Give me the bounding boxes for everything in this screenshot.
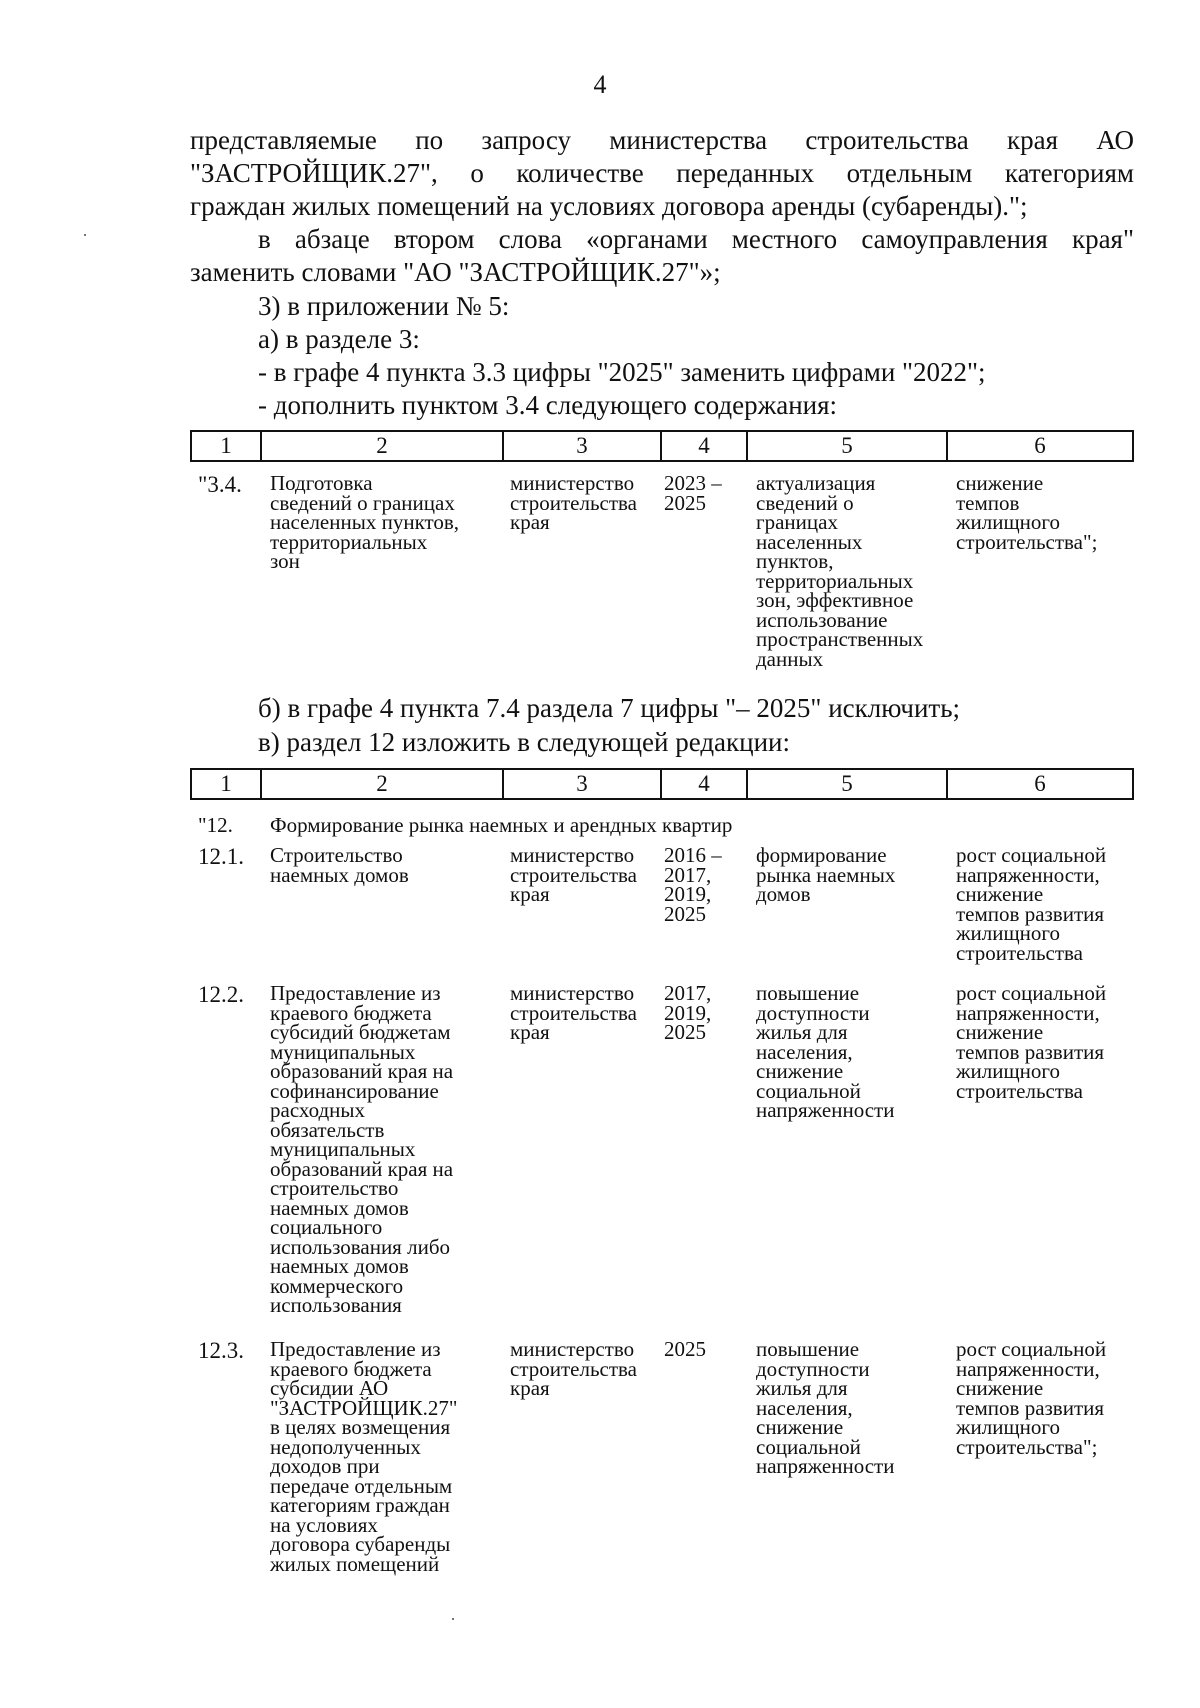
table1-header-col-4: 4 xyxy=(662,432,748,460)
expected-result: формирование рынка наемных домов xyxy=(756,843,896,906)
scan-speck xyxy=(84,234,86,236)
measure-name: Предоставление из краевого бюджета субсидий бюджетам муниципальных образований края на софинансирование расходных обязательств муниципальных образований края на строительство наемных домов социального использования либо наемных домов коммерческого использования xyxy=(270,981,454,1317)
middle-line-1: б) в графе 4 пункта 7.4 раздела 7 цифры "– 2025" исключить; xyxy=(258,693,961,723)
table2-header-col-3: 3 xyxy=(504,770,662,798)
table2-header-col-5: 5 xyxy=(748,770,948,798)
intro-line-6: 3) в приложении № 5: xyxy=(258,291,510,321)
page-number: 4 xyxy=(593,70,607,99)
table1-header xyxy=(190,430,1134,462)
table2-header-col-2: 2 xyxy=(262,770,504,798)
period: 2016 – 2017, 2019, 2025 xyxy=(664,843,722,926)
table2-header-col-4: 4 xyxy=(662,770,748,798)
table1-header-col-3: 3 xyxy=(504,432,662,460)
row-number: 12.3. xyxy=(198,1338,244,1363)
consequence: рост социальной напряженности, снижение темпов развития жилищного строительства xyxy=(956,843,1107,965)
period: 2025 xyxy=(664,1337,706,1361)
expected-result: актуализация сведений о границах населенных пунктов, территориальных зон, эффективное использование пространственных данных xyxy=(756,471,924,671)
measure-name: Предоставление из краевого бюджета субсидии АО "ЗАСТРОЙЩИК.27" в целях возмещения недополученных доходов при передаче отдельным категориям граждан на условиях договора субаренды жилых помещений xyxy=(270,1337,458,1576)
intro-line-8: - в графе 4 пункта 3.3 цифры "2025" заменить цифрами "2022"; xyxy=(258,357,986,387)
middle-line-2: в) раздел 12 изложить в следующей редакции: xyxy=(258,727,791,757)
executor: министерство строительства края xyxy=(510,843,638,906)
measure-name: Строительство наемных домов xyxy=(270,843,409,887)
intro-line-1: представляемые по запросу министерства строительства края АО xyxy=(190,125,1134,155)
table1-row-3-4 xyxy=(190,471,1134,671)
table2-row-12-3 xyxy=(190,1337,1134,1576)
expected-result: повышение доступности жилья для населения, снижение социальной напряженности xyxy=(756,1337,895,1478)
consequence: снижение темпов жилищного строительства"; xyxy=(956,471,1098,554)
row-number: "3.4. xyxy=(198,472,242,497)
table2-row-12-2 xyxy=(190,981,1134,1317)
table2-header xyxy=(190,768,1134,800)
consequence: рост социальной напряженности, снижение темпов развития жилищного строительства"; xyxy=(956,1337,1107,1459)
period: 2023 – 2025 xyxy=(664,471,722,515)
intro-line-2: "ЗАСТРОЙЩИК.27", о количестве переданных отдельным категориям xyxy=(190,158,1134,188)
executor: министерство строительства края xyxy=(510,471,638,534)
executor: министерство строительства края xyxy=(510,981,638,1044)
intro-line-7: а) в разделе 3: xyxy=(258,324,420,354)
measure-name: Подготовка сведений о границах населенных пунктов, территориальных зон xyxy=(270,471,460,573)
intro-line-5: заменить словами "АО "ЗАСТРОЙЩИК.27"»; xyxy=(190,257,721,287)
row-number: 12.2. xyxy=(198,982,244,1007)
scan-speck xyxy=(452,1618,454,1620)
section-number: "12. xyxy=(198,813,233,837)
table1-header-col-5: 5 xyxy=(748,432,948,460)
intro-line-4: в абзаце втором слова «органами местного самоуправления края" xyxy=(258,224,1134,254)
intro-line-3: граждан жилых помещений на условиях договора аренды (субаренды)."; xyxy=(190,191,1028,221)
table1-header-col-1: 1 xyxy=(192,432,262,460)
table2-header-col-6: 6 xyxy=(1034,771,1046,796)
row-number: 12.1. xyxy=(198,844,244,869)
table2-row-12-1 xyxy=(190,843,1134,965)
table1-header-col-6: 6 xyxy=(1034,433,1046,458)
intro-line-9: - дополнить пунктом 3.4 следующего содержания: xyxy=(258,390,838,420)
expected-result: повышение доступности жилья для населения, снижение социальной напряженности xyxy=(756,981,895,1122)
section-title: Формирование рынка наемных и арендных квартир xyxy=(270,813,733,837)
table2-header-col-1: 1 xyxy=(192,770,262,798)
executor: министерство строительства края xyxy=(510,1337,638,1400)
table1-header-col-2: 2 xyxy=(262,432,504,460)
period: 2017, 2019, 2025 xyxy=(664,981,712,1044)
consequence: рост социальной напряженности, снижение темпов развития жилищного строительства xyxy=(956,981,1107,1103)
